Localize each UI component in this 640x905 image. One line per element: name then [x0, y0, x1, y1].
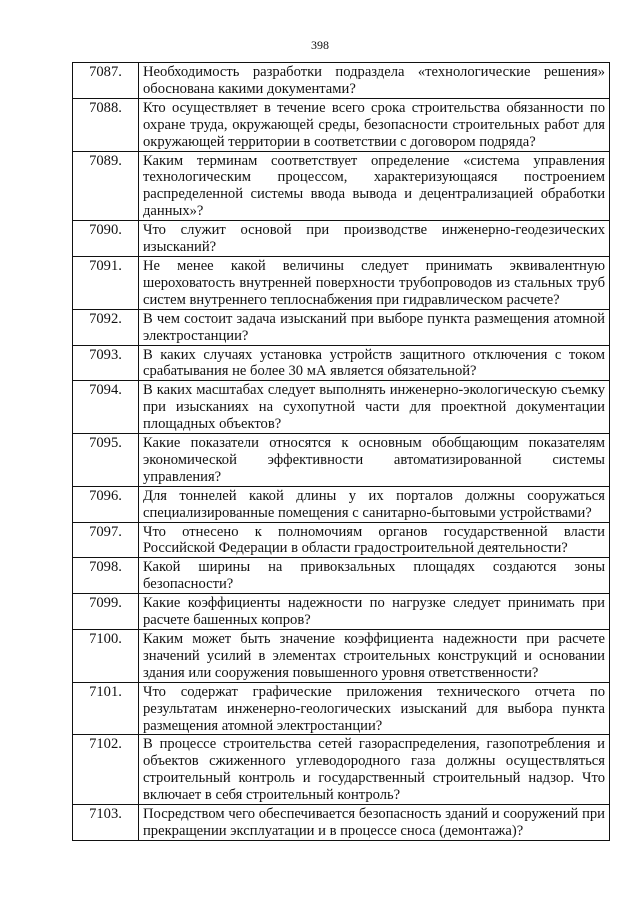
question-text: В процессе строительства сетей газораспределения, газопотребления и объектов сжиженного углеводородного газа должны осуществляться строительный контроль и государственный строительный надзор. Что включает в себя строительный контроль? [139, 735, 610, 805]
table-row [73, 594, 610, 630]
question-text: Какие показатели относятся к основным обобщающим показателям экономической эффективности автоматизированной системы управления? [139, 434, 610, 487]
table-row [73, 486, 610, 522]
question-number: 7095. [73, 434, 139, 487]
table-row [73, 345, 610, 381]
question-text: Что служит основой при производстве инженерно-геодезических изысканий? [139, 221, 610, 257]
question-text: Посредством чего обеспечивается безопасность зданий и сооружений при прекращении эксплуатации и в процессе сноса (демонтажа)? [139, 805, 610, 841]
question-number: 7092. [73, 309, 139, 345]
questions-table [72, 62, 610, 841]
question-text: Что содержат графические приложения технического отчета по результатам инженерно-геологических изысканий для выбора пункта размещения атомной электростанции? [139, 682, 610, 735]
page-number: 398 [311, 38, 329, 52]
table-row [73, 381, 610, 434]
question-number: 7091. [73, 256, 139, 309]
question-number: 7088. [73, 98, 139, 151]
question-text: Каким терминам соответствует определение «система управления технологическим процессом, характеризующаяся построением распределенной системы ввода вывода и децентрализацией обработки данных»? [139, 151, 610, 221]
question-number: 7101. [73, 682, 139, 735]
table-row [73, 309, 610, 345]
table-row [73, 522, 610, 558]
question-text: Для тоннелей какой длины у их порталов должны сооружаться специализированные помещения с санитарно-бытовыми устройствами? [139, 486, 610, 522]
question-text: Не менее какой величины следует принимать эквивалентную шероховатость внутренней поверхности трубопроводов из стальных труб систем внутреннего теплоснабжения при гидравлическом расчете? [139, 256, 610, 309]
table-row [73, 256, 610, 309]
question-text: Кто осуществляет в течение всего срока строительства обязанности по охране труда, окружающей среды, безопасности строительных работ для окружающей территории в соответствии с договором подряда? [139, 98, 610, 151]
question-number: 7102. [73, 735, 139, 805]
table-row [73, 221, 610, 257]
question-number: 7103. [73, 805, 139, 841]
question-text: Необходимость разработки подраздела «технологические решения» обоснована какими документами? [139, 63, 610, 99]
question-text: В чем состоит задача изысканий при выборе пункта размещения атомной электростанции? [139, 309, 610, 345]
question-text: В каких случаях установка устройств защитного отключения с током срабатывания не более 30 мА является обязательной? [139, 345, 610, 381]
table-row [73, 805, 610, 841]
table-row [73, 558, 610, 594]
question-text: Что отнесено к полномочиям органов государственной власти Российской Федерации в области градостроительной деятельности? [139, 522, 610, 558]
question-number: 7098. [73, 558, 139, 594]
table-row [73, 63, 610, 99]
question-number: 7099. [73, 594, 139, 630]
table-row [73, 151, 610, 221]
question-number: 7096. [73, 486, 139, 522]
question-number: 7090. [73, 221, 139, 257]
question-number: 7094. [73, 381, 139, 434]
questions-table-body [73, 63, 610, 841]
table-row [73, 98, 610, 151]
table-row [73, 434, 610, 487]
question-text: В каких масштабах следует выполнять инженерно-экологическую съемку при изысканиях на сухопутной части для проектной документации площадных объектов? [139, 381, 610, 434]
question-number: 7100. [73, 630, 139, 683]
question-number: 7089. [73, 151, 139, 221]
table-row [73, 735, 610, 805]
table-row [73, 682, 610, 735]
table-row [73, 630, 610, 683]
question-number: 7093. [73, 345, 139, 381]
question-text: Какие коэффициенты надежности по нагрузке следует принимать при расчете башенных копров? [139, 594, 610, 630]
question-text: Какой ширины на привокзальных площадях создаются зоны безопасности? [139, 558, 610, 594]
question-number: 7087. [73, 63, 139, 99]
question-number: 7097. [73, 522, 139, 558]
question-text: Каким может быть значение коэффициента надежности при расчете значений усилий в элементах строительных конструкций и основании здания или сооружения повышенного уровня ответственности? [139, 630, 610, 683]
